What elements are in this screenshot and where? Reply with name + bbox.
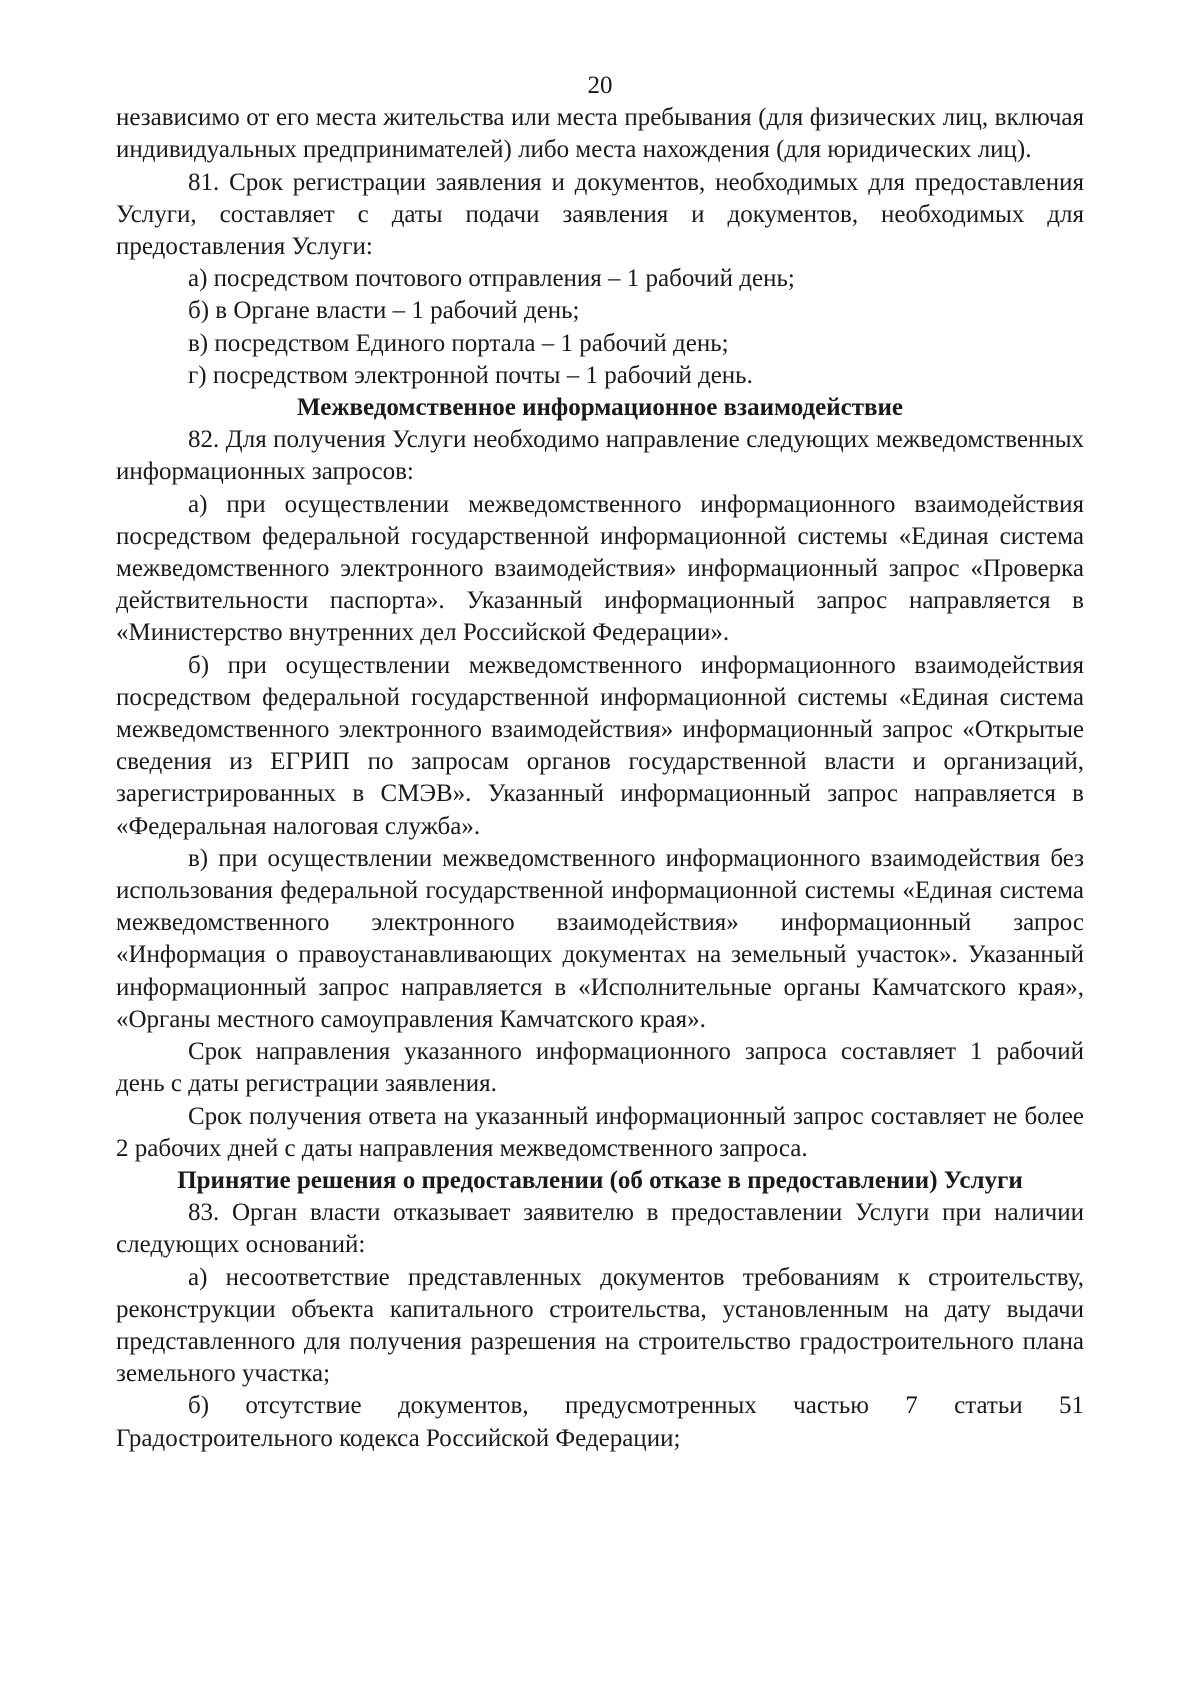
section-heading-interagency: Межведомственное информационное взаимодействие [297,394,903,422]
paragraph-82-deadline-send: Срок направления указанного информационного запроса составляет 1 рабочий день с даты регистрации заявления. [116,1038,1084,1098]
paragraph-82-v: в) при осуществлении межведомственного информационного взаимодействия без использования федеральной государственной информационной системы «Единая система межведомственного электронного взаимодействия» информационный запрос «Информация о правоустанавливающих документах на земельный участок». Указанный информационный запрос направляется в «Исполнительные органы Камчатского края», «Органы местного самоуправления Камчатского края». [116,844,1084,1033]
paragraph-continuation: независимо от его места жительства или места пребывания (для физических лиц, включая индивидуальных предпринимателей) либо места нахождения (для юридических лиц). [116,104,1084,164]
paragraph-82: 82. Для получения Услуги необходимо направление следующих межведомственных информационных запросов: [116,426,1084,486]
paragraph-81-v: в) посредством Единого портала – 1 рабочий день; [188,329,729,357]
page-number: 20 [587,72,613,99]
paragraph-83: 83. Орган власти отказывает заявителю в предоставлении Услуги при наличии следующих оснований: [116,1199,1084,1259]
paragraph-81: 81. Срок регистрации заявления и документов, необходимых для предоставления Услуги, составляет с даты подачи заявления и документов, необходимых для предоставления Услуги: [116,168,1084,261]
document-page [116,70,1084,1455]
paragraph-82-b: б) при осуществлении межведомственного информационного взаимодействия посредством федеральной государственной информационной системы «Единая система межведомственного электронного взаимодействия» информационный запрос «Открытые сведения из ЕГРИП по запросам органов государственной власти и организаций, зарегистрированных в СМЭВ». Указанный информационный запрос направляется в «Федеральная налоговая служба». [116,651,1084,840]
paragraph-82-deadline-response: Срок получения ответа на указанный информационный запрос составляет не более 2 рабочих дней с даты направления межведомственного запроса. [116,1102,1084,1162]
paragraph-83-b: б) отсутствие документов, предусмотренных частью 7 статьи 51 Градостроительного кодекса Российской Федерации; [116,1392,1084,1452]
section-heading-decision: Принятие решения о предоставлении (об отказе в предоставлении) Услуги [177,1166,1023,1194]
paragraph-81-a: а) посредством почтового отправления – 1 рабочий день; [188,265,795,293]
paragraph-82-a: а) при осуществлении межведомственного информационного взаимодействия посредством федеральной государственной информационной системы «Единая система межведомственного электронного взаимодействия» информационный запрос «Проверка действительности паспорта». Указанный информационный запрос направляется в «Министерство внутренних дел Российской Федерации». [116,490,1084,647]
paragraph-81-g: г) посредством электронной почты – 1 рабочий день. [188,361,753,389]
paragraph-83-a: а) несоответствие представленных документов требованиям к строительству, реконструкции объекта капитального строительства, установленным на дату выдачи представленного для получения разрешения на строительство градостроительного плана земельного участка; [116,1263,1084,1388]
paragraph-81-b: б) в Органе власти – 1 рабочий день; [188,297,580,325]
